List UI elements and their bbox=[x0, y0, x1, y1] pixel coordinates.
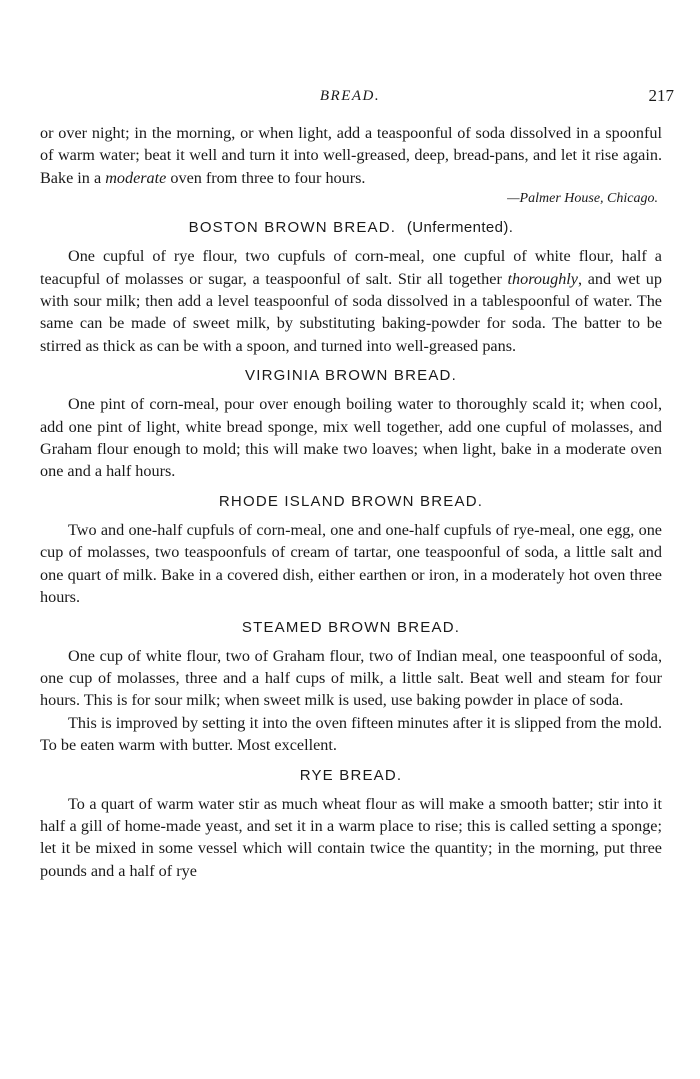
page-body bbox=[40, 122, 662, 882]
intro-paragraph bbox=[40, 122, 662, 189]
rhode-island-paragraph: Two and one-half cupfuls of corn-meal, one and one-half cupfuls of rye-meal, one egg, one cup of molasses, two teaspoonfuls of cream of tartar, one teaspoonful of soda, a little salt and one quart of milk. Bake in a covered dish, either earthen or iron, in a moderately hot oven three hours. bbox=[40, 520, 662, 607]
running-title: BREAD. bbox=[319, 88, 381, 104]
heading-rye-bread: RYE BREAD. bbox=[299, 766, 403, 784]
intro-text-a: or over night; in the morning, or when light, add a teaspoonful of soda dissolved in a spoonful of warm water; beat it well and turn it into well-greased, deep, bread-pans, and let it rise again. Bake in a bbox=[40, 124, 662, 187]
intro-text-b: oven from three to four hours. bbox=[166, 168, 366, 187]
boston-text-b: , and wet up with sour milk; then add a level teaspoonful of soda dissolved in a tablespoonful of water. The same can be made of sweet milk, by substituting baking-powder for soda. The batter to be stirred as thick as can be with a spoon, and turned into well-greased pans. bbox=[40, 269, 662, 355]
boston-text-a: One cupful of rye flour, two cupfuls of corn-meal, one cupful of white flour, half a teacupful of molasses or sugar, a teaspoonful of salt. Stir all together bbox=[40, 247, 662, 288]
heading-boston-subtitle: (Unfermented). bbox=[406, 219, 514, 237]
intro-emphasis: moderate bbox=[105, 168, 167, 187]
page-number: 217 bbox=[648, 86, 674, 105]
heading-steamed-brown-bread: STEAMED BROWN BREAD. bbox=[241, 618, 461, 636]
page-header bbox=[0, 88, 700, 112]
steamed-paragraph-1: One cup of white flour, two of Graham flour, two of Indian meal, one teaspoonful of soda, one cup of molasses, three and a half cups of milk, a little salt. Beat well and steam for four hours. This is for sour milk; when sweet milk is used, use baking powder in place of soda. bbox=[40, 646, 662, 710]
steamed-paragraph-2: This is improved by setting it into the oven fifteen minutes after it is slipped from the mold. To be eaten warm with butter. Most excellent. bbox=[40, 713, 662, 755]
virginia-paragraph: One pint of corn-meal, pour over enough boiling water to thoroughly scald it; when cool, add one pint of light, white bread sponge, mix well together, add one cupful of molasses, and Graham flour enough to mold; this will make two loaves; when light, bake in a moderate oven one and a half hours. bbox=[40, 395, 662, 481]
heading-rhode-island-brown-bread: RHODE ISLAND BROWN BREAD. bbox=[218, 492, 484, 510]
heading-boston-brown-bread bbox=[40, 217, 662, 239]
boston-paragraph bbox=[40, 245, 662, 357]
boston-emphasis: thoroughly bbox=[507, 269, 578, 288]
heading-boston-title: BOSTON BROWN BREAD. bbox=[188, 219, 397, 237]
attribution: —Palmer House, Chicago. bbox=[507, 191, 658, 207]
rye-paragraph: To a quart of warm water stir as much wheat flour as will make a smooth batter; stir into it half a gill of home-made yeast, and set it in a warm place to rise; this is called setting a sponge; let it be mixed in some vessel which will contain twice the quantity; in the morning, put three pounds and a half of rye bbox=[40, 794, 662, 880]
heading-virginia-brown-bread: VIRGINIA BROWN BREAD. bbox=[245, 367, 457, 385]
